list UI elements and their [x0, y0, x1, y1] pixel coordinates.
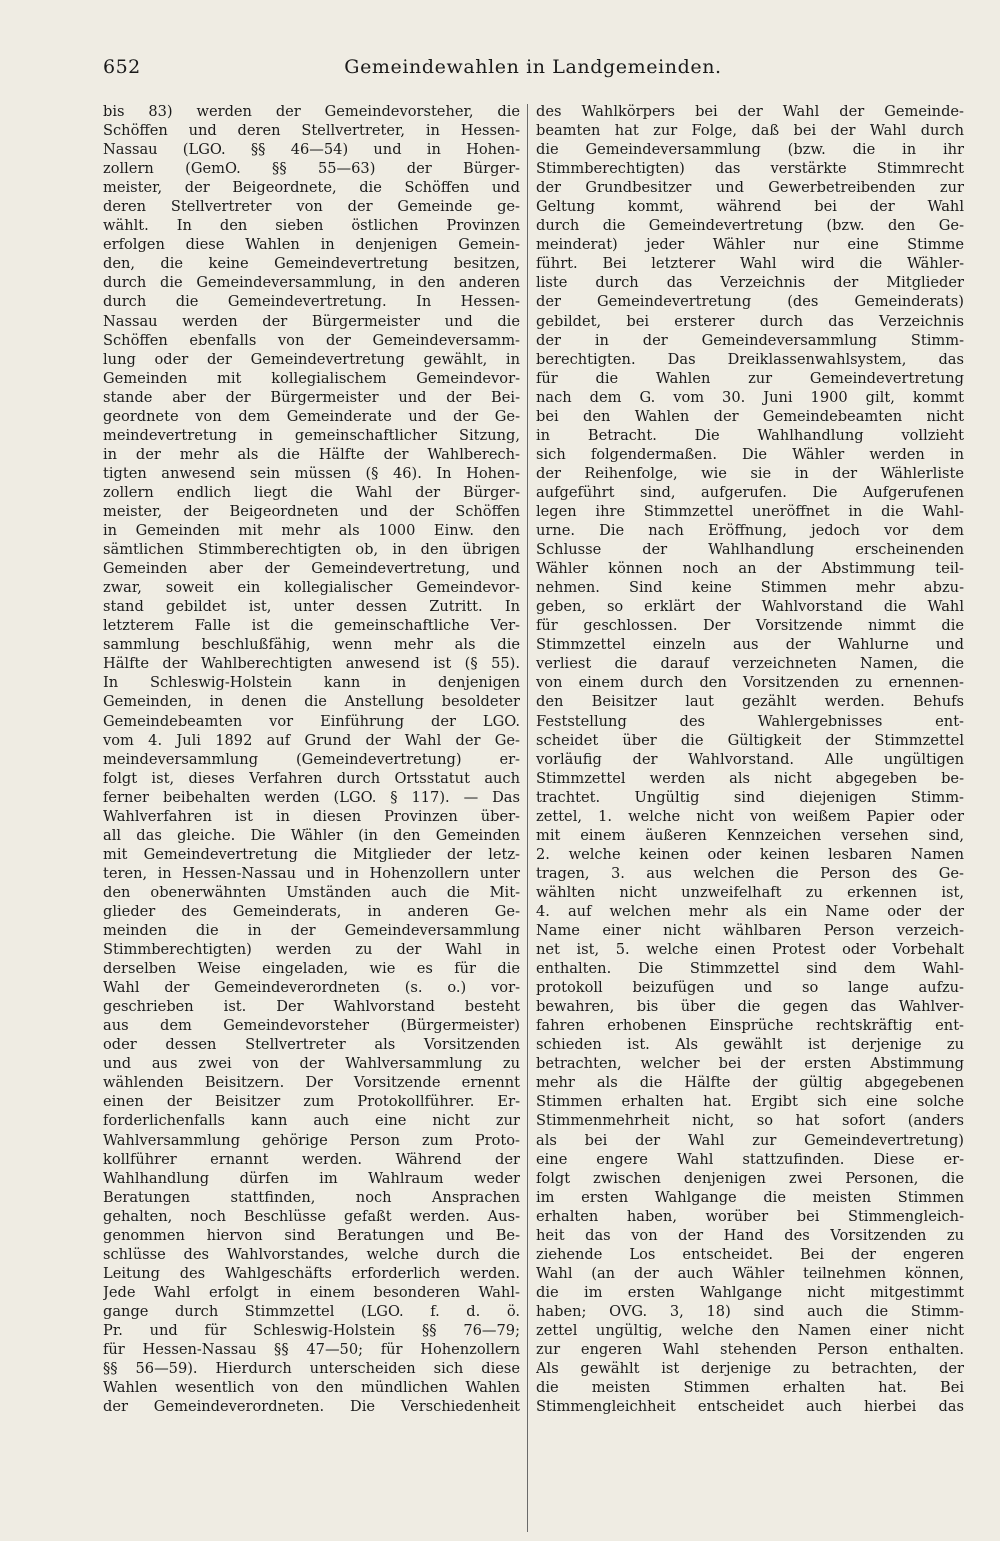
- text-line: meinderat) jeder Wähler nur eine Stimme: [536, 236, 964, 254]
- text-line: Hälfte der Wahlberechtigten anwesend ist (§ 55).: [103, 655, 520, 673]
- text-line: Stimmzettel werden als nicht abgegeben be-: [536, 769, 964, 787]
- text-line: schlüsse des Wahlvorstandes, welche durch die: [103, 1245, 520, 1263]
- text-line: haben; OVG. 3, 18) sind auch die Stimm-: [536, 1302, 964, 1320]
- text-line: einen der Beisitzer zum Protokollführer. Er-: [103, 1093, 520, 1111]
- text-line: meister, der Beigeordnete, die Schöffen und: [103, 179, 520, 197]
- text-line: net ist, 5. welche einen Protest oder Vorbehalt: [536, 941, 964, 959]
- text-line: gehalten, noch Beschlüsse gefaßt werden. Aus-: [103, 1207, 520, 1225]
- text-line: der in der Gemeindeversammlung Stimm-: [536, 331, 964, 349]
- text-line: beamten hat zur Folge, daß bei der Wahl durch: [536, 122, 964, 140]
- text-line: stand gebildet ist, unter dessen Zutritt. In: [103, 598, 520, 616]
- text-line: als bei der Wahl zur Gemeindevertretung): [536, 1131, 964, 1149]
- page-header: [103, 56, 963, 90]
- text-line: heit das von der Hand des Vorsitzenden zu: [536, 1226, 964, 1244]
- text-line: Gemeinden mit kollegialischem Gemeindevor-: [103, 369, 520, 387]
- text-line: des Wahlkörpers bei der Wahl der Gemeinde-: [536, 103, 964, 120]
- text-line: kollführer ernannt werden. Während der: [103, 1150, 520, 1168]
- text-line: schieden ist. Als gewählt ist derjenige zu: [536, 1036, 964, 1054]
- text-line: im ersten Wahlgange die meisten Stimmen: [536, 1188, 964, 1206]
- text-line: tigten anwesend sein müssen (§ 46). In Hohen-: [103, 464, 520, 482]
- running-title: Gemeindewahlen in Landgemeinden.: [344, 56, 722, 78]
- text-line: für die Wahlen zur Gemeindevertretung: [536, 369, 964, 387]
- text-line: wählenden Beisitzern. Der Vorsitzende ernennt: [103, 1074, 520, 1092]
- text-line: den, die keine Gemeindevertretung besitzen,: [103, 255, 520, 273]
- text-line: in Betracht. Die Wahlhandlung vollzieht: [536, 426, 964, 444]
- text-line: Wahl (an der auch Wähler teilnehmen können,: [536, 1264, 964, 1282]
- text-line: bis 83) werden der Gemeindevorsteher, die: [103, 103, 520, 120]
- text-line: Stimmenmehrheit nicht, so hat sofort (anders: [536, 1112, 964, 1130]
- text-line: tragen, 3. aus welchen die Person des Ge-: [536, 864, 964, 882]
- text-line: meister, der Beigeordneten und der Schöffen: [103, 502, 520, 520]
- text-line: §§ 56—59). Hierdurch unterscheiden sich diese: [103, 1360, 520, 1378]
- text-line: Wahlhandlung dürfen im Wahlraum weder: [103, 1169, 520, 1187]
- text-line: enthalten. Die Stimmzettel sind dem Wahl-: [536, 960, 964, 978]
- text-line: letzterem Falle ist die gemeinschaftliche Ver-: [103, 617, 520, 635]
- text-line: geschrieben ist. Der Wahlvorstand besteht: [103, 998, 520, 1016]
- text-line: Als gewählt ist derjenige zu betrachten, der: [536, 1360, 964, 1378]
- text-line: zollern (GemO. §§ 55—63) der Bürger-: [103, 160, 520, 178]
- text-line: nehmen. Sind keine Stimmen mehr abzu-: [536, 579, 964, 597]
- text-line: die im ersten Wahlgange nicht mitgestimmt: [536, 1283, 964, 1301]
- text-line: Nassau werden der Bürgermeister und die: [103, 312, 520, 330]
- text-line: wählten nicht unzweifelhaft zu erkennen ist,: [536, 883, 964, 901]
- text-line: ferner beibehalten werden (LGO. § 117). — Das: [103, 788, 520, 806]
- right-text-column: [536, 102, 964, 1416]
- text-line: mit einem äußeren Kennzeichen versehen sind,: [536, 826, 964, 844]
- text-line: sich folgendermaßen. Die Wähler werden in: [536, 445, 964, 463]
- text-line: den Beisitzer laut gezählt werden. Behufs: [536, 693, 964, 711]
- text-line: Gemeinden aber der Gemeindevertretung, und: [103, 560, 520, 578]
- text-line: der Grundbesitzer und Gewerbetreibenden zur: [536, 179, 964, 197]
- text-line: Jede Wahl erfolgt in einem besonderen Wahl-: [103, 1283, 520, 1301]
- text-line: bewahren, bis über die gegen das Wahlver-: [536, 998, 964, 1016]
- text-line: geordnete von dem Gemeinderate und der Ge-: [103, 407, 520, 425]
- text-line: folgt ist, dieses Verfahren durch Ortsstatut auch: [103, 769, 520, 787]
- text-line: der Gemeindevertretung (des Gemeinderats): [536, 293, 964, 311]
- text-line: Stimmengleichheit entscheidet auch hierbei das: [536, 1398, 964, 1416]
- text-line: führt. Bei letzterer Wahl wird die Wähler-: [536, 255, 964, 273]
- text-line: Schöffen ebenfalls von der Gemeindeversamm-: [103, 331, 520, 349]
- text-line: 4. auf welchen mehr als ein Name oder der: [536, 902, 964, 920]
- left-text-column: [103, 102, 520, 1416]
- text-line: Gemeinden, in denen die Anstellung besoldeter: [103, 693, 520, 711]
- text-line: vorläufig der Wahlvorstand. Alle ungültigen: [536, 750, 964, 768]
- text-line: Nassau (LGO. §§ 46—54) und in Hohen-: [103, 141, 520, 159]
- text-line: mehr als die Hälfte der gültig abgegebenen: [536, 1074, 964, 1092]
- text-line: zettel ungültig, welche den Namen einer nicht: [536, 1322, 964, 1339]
- text-line: teren, in Hessen-Nassau und in Hohenzollern unter: [103, 864, 520, 882]
- text-line: Wahl der Gemeindeverordneten (s. o.) vor-: [103, 979, 520, 997]
- text-line: erhalten haben, worüber bei Stimmengleich-: [536, 1207, 964, 1225]
- text-line: betrachten, welcher bei der ersten Abstimmung: [536, 1055, 964, 1073]
- text-line: folgt zwischen denjenigen zwei Personen, die: [536, 1169, 964, 1187]
- text-line: all das gleiche. Die Wähler (in den Gemeinden: [103, 826, 520, 844]
- text-line: aus dem Gemeindevorsteher (Bürgermeister): [103, 1017, 520, 1035]
- text-line: glieder des Gemeinderats, in anderen Ge-: [103, 902, 520, 920]
- text-line: ziehende Los entscheidet. Bei der engeren: [536, 1245, 964, 1263]
- text-line: Feststellung des Wahlergebnisses ent-: [536, 712, 964, 730]
- text-line: forderlichenfalls kann auch eine nicht zur: [103, 1112, 520, 1130]
- text-line: Leitung des Wahlgeschäfts erforderlich werden.: [103, 1264, 520, 1282]
- text-line: gebildet, bei ersterer durch das Verzeichnis: [536, 312, 964, 330]
- text-line: der Reihenfolge, wie sie in der Wählerliste: [536, 464, 964, 482]
- text-line: Pr. und für Schleswig-Holstein §§ 76—79;: [103, 1322, 520, 1339]
- text-line: meindeversammlung (Gemeindevertretung) er-: [103, 750, 520, 768]
- text-line: geben, so erklärt der Wahlvorstand die Wahl: [536, 598, 964, 616]
- text-line: die meisten Stimmen erhalten hat. Bei: [536, 1379, 964, 1397]
- text-line: zollern endlich liegt die Wahl der Bürger-: [103, 483, 520, 501]
- text-line: Wahlen wesentlich von den mündlichen Wahlen: [103, 1379, 520, 1397]
- text-line: eine engere Wahl stattzufinden. Diese er-: [536, 1150, 964, 1168]
- text-line: aufgeführt sind, aufgerufen. Die Aufgerufenen: [536, 483, 964, 501]
- text-line: zur engeren Wahl stehenden Person enthalten.: [536, 1341, 964, 1359]
- text-line: derselben Weise eingeladen, wie es für die: [103, 960, 520, 978]
- text-line: urne. Die nach Eröffnung, jedoch vor dem: [536, 522, 964, 540]
- text-line: meindevertretung in gemeinschaftlicher Sitzung,: [103, 426, 520, 444]
- text-line: nach dem G. vom 30. Juni 1900 gilt, kommt: [536, 388, 964, 406]
- text-line: bei den Wahlen der Gemeindebeamten nicht: [536, 407, 964, 425]
- text-line: deren Stellvertreter von der Gemeinde ge-: [103, 198, 520, 216]
- text-line: In Schleswig-Holstein kann in denjenigen: [103, 674, 520, 692]
- text-line: die Gemeindeversammlung (bzw. die in ihr: [536, 141, 964, 159]
- text-line: durch die Gemeindevertretung (bzw. den Ge-: [536, 217, 964, 235]
- text-line: Name einer nicht wählbaren Person verzeich-: [536, 922, 964, 940]
- text-line: berechtigten. Das Dreiklassenwahlsystem, das: [536, 350, 964, 368]
- text-line: scheidet über die Gültigkeit der Stimmzettel: [536, 731, 964, 749]
- text-line: durch die Gemeindevertretung. In Hessen-: [103, 293, 520, 311]
- text-line: trachtet. Ungültig sind diejenigen Stimm-: [536, 788, 964, 806]
- text-line: wählt. In den sieben östlichen Provinzen: [103, 217, 520, 235]
- text-line: Stimmen erhalten hat. Ergibt sich eine solche: [536, 1093, 964, 1111]
- text-line: für geschlossen. Der Vorsitzende nimmt die: [536, 617, 964, 635]
- text-line: Schlusse der Wahlhandlung erscheinenden: [536, 541, 964, 559]
- text-line: durch die Gemeindeversammlung, in den anderen: [103, 274, 520, 292]
- text-line: Stimmberechtigten) das verstärkte Stimmrecht: [536, 160, 964, 178]
- text-line: fahren erhobenen Einsprüche rechtskräftig ent-: [536, 1017, 964, 1035]
- page-number: 652: [103, 56, 141, 78]
- text-line: in der mehr als die Hälfte der Wahlberech-: [103, 445, 520, 463]
- text-line: lung oder der Gemeindevertretung gewählt, in: [103, 350, 520, 368]
- text-line: stande aber der Bürgermeister und der Bei-: [103, 388, 520, 406]
- text-line: in Gemeinden mit mehr als 1000 Einw. den: [103, 522, 520, 540]
- text-line: oder dessen Stellvertreter als Vorsitzenden: [103, 1036, 520, 1054]
- text-line: Beratungen stattfinden, noch Ansprachen: [103, 1188, 520, 1206]
- column-divider: [527, 104, 528, 1532]
- text-line: gange durch Stimmzettel (LGO. f. d. ö.: [103, 1302, 520, 1320]
- text-line: sammlung beschlußfähig, wenn mehr als die: [103, 636, 520, 654]
- text-line: sämtlichen Stimmberechtigten ob, in den übrigen: [103, 541, 520, 559]
- text-line: Geltung kommt, während bei der Wahl: [536, 198, 964, 216]
- text-line: zwar, soweit ein kollegialischer Gemeindevor-: [103, 579, 520, 597]
- text-line: den obenerwähnten Umständen auch die Mit-: [103, 883, 520, 901]
- text-line: protokoll beizufügen und so lange aufzu-: [536, 979, 964, 997]
- text-line: Wähler können noch an der Abstimmung teil-: [536, 560, 964, 578]
- text-line: genommen hiervon sind Beratungen und Be-: [103, 1226, 520, 1244]
- text-line: für Hessen-Nassau §§ 47—50; für Hohenzollern: [103, 1341, 520, 1359]
- text-line: legen ihre Stimmzettel uneröffnet in die Wahl-: [536, 502, 964, 520]
- text-line: Stimmzettel einzeln aus der Wahlurne und: [536, 636, 964, 654]
- text-line: liste durch das Verzeichnis der Mitglieder: [536, 274, 964, 292]
- text-line: vom 4. Juli 1892 auf Grund der Wahl der Ge-: [103, 731, 520, 749]
- text-line: zettel, 1. welche nicht von weißem Papier oder: [536, 807, 964, 825]
- text-line: erfolgen diese Wahlen in denjenigen Gemein-: [103, 236, 520, 254]
- text-line: Wahlverfahren ist in diesen Provinzen über-: [103, 807, 520, 825]
- text-line: verliest die darauf verzeichneten Namen, die: [536, 655, 964, 673]
- text-line: Wahlversammlung gehörige Person zum Proto-: [103, 1131, 520, 1149]
- text-line: der Gemeindeverordneten. Die Verschiedenheit: [103, 1398, 520, 1416]
- text-line: von einem durch den Vorsitzenden zu ernennen-: [536, 674, 964, 692]
- text-line: Schöffen und deren Stellvertreter, in Hessen-: [103, 122, 520, 140]
- text-line: Gemeindebeamten vor Einführung der LGO.: [103, 712, 520, 730]
- text-line: mit Gemeindevertretung die Mitglieder der letz-: [103, 845, 520, 863]
- text-line: Stimmberechtigten) werden zu der Wahl in: [103, 941, 520, 959]
- text-line: meinden die in der Gemeindeversammlung: [103, 922, 520, 940]
- text-line: 2. welche keinen oder keinen lesbaren Namen: [536, 845, 964, 863]
- text-line: und aus zwei von der Wahlversammlung zu: [103, 1055, 520, 1073]
